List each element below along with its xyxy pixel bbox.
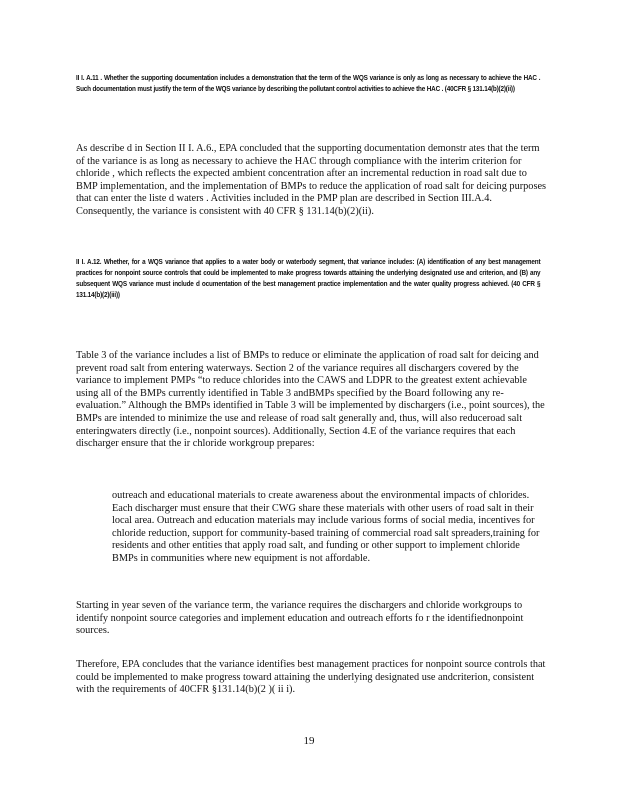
- paragraph-term-justification: As describe d in Section II I. A.6., EPA concluded that the supporting documentation demonstr ates that the term of the variance is as long as necessary to achieve the HAC through compliance with the interim criterion for chloride , which reflects the expected ambient concentration after an incremental reduction in road salt due to BMP implementation, and the implementation of BMPs to reduce the application of road salt for deicing purposes that can enter the liste d waters . Activities included in the PMP plan are described in Section III.A.4. Consequently, the variance is consistent with 40 CFR § 131.14(b)(2)(ii).: [76, 143, 547, 217]
- paragraph-nonpoint-sources: Starting in year seven of the variance term, the variance requires the dischargers and chloride workgroups to identify nonpoint source categories and implement education and outreach efforts fo r the identifiednonpoint sources.: [76, 600, 524, 637]
- page-number: 19: [303, 735, 315, 747]
- section-heading-a12: II I. A.12. Whether, for a WQS variance that applies to a water body or waterbody segment, that variance includes: (A) identification of any best management practices for nonpoint source controls that could be implemented to make progress towards attaining the underlying designated use and criterion, and (B) any subsequent WQS variance must include d ocumentation of the best management practice implementation and the water quality progress achieved. (40 CFR § 131.14(b)(2)(iii)): [76, 257, 541, 299]
- section-heading-a11: II I. A.11 . Whether the supporting documentation includes a demonstration that the term of the WQS variance is only as long as necessary to achieve the HAC . Such documentation must justify the term of the WQS variance by describing the pollutant control activities to achieve the HAC . (40CFR § 131.14(b)(2)(ii)): [76, 73, 541, 93]
- block-quote-outreach: outreach and educational materials to create awareness about the environmental impacts of chlorides. Each discharger must ensure that their CWG share these materials with other users of road salt in their local area. Outreach and education materials may include various forms of social media, incentives for chloride reduction, support for community-based training of commercial road salt spreaders,training for residents and other entities that apply road salt, and funding or other support to implement chloride BMPs in communities where new equipment is not affordable.: [112, 490, 540, 564]
- paragraph-bmp-table: Table 3 of the variance includes a list of BMPs to reduce or eliminate the application of road salt for deicing and prevent road salt from entering waterways. Section 2 of the variance requires all dischargers covered by the variance to implement PMPs “to reduce chlorides into the CAWS and LDPR to the greatest extent achievable using all of the BMPs currently identified in Table 3 andBMPs specified by the Board following any re-evaluation.” Although the BMPs identified in Table 3 will be implemented by dischargers (i.e., point sources), the BMPs are intended to minimize the use and release of road salt generally and, thus, will also reduceroad salt enteringwaters directly (i.e., nonpoint sources). Additionally, Section 4.E of the variance requires that each discharger ensure that the ir chloride workgroup prepares:: [76, 350, 545, 450]
- paragraph-conclusion: Therefore, EPA concludes that the variance identifies best management practices for nonpoint source controls that could be implemented to make progress toward attaining the underlying designated use andcriterion, consistent with the requirements of 40CFR §131.14(b)(2 )( ii i).: [76, 659, 546, 696]
